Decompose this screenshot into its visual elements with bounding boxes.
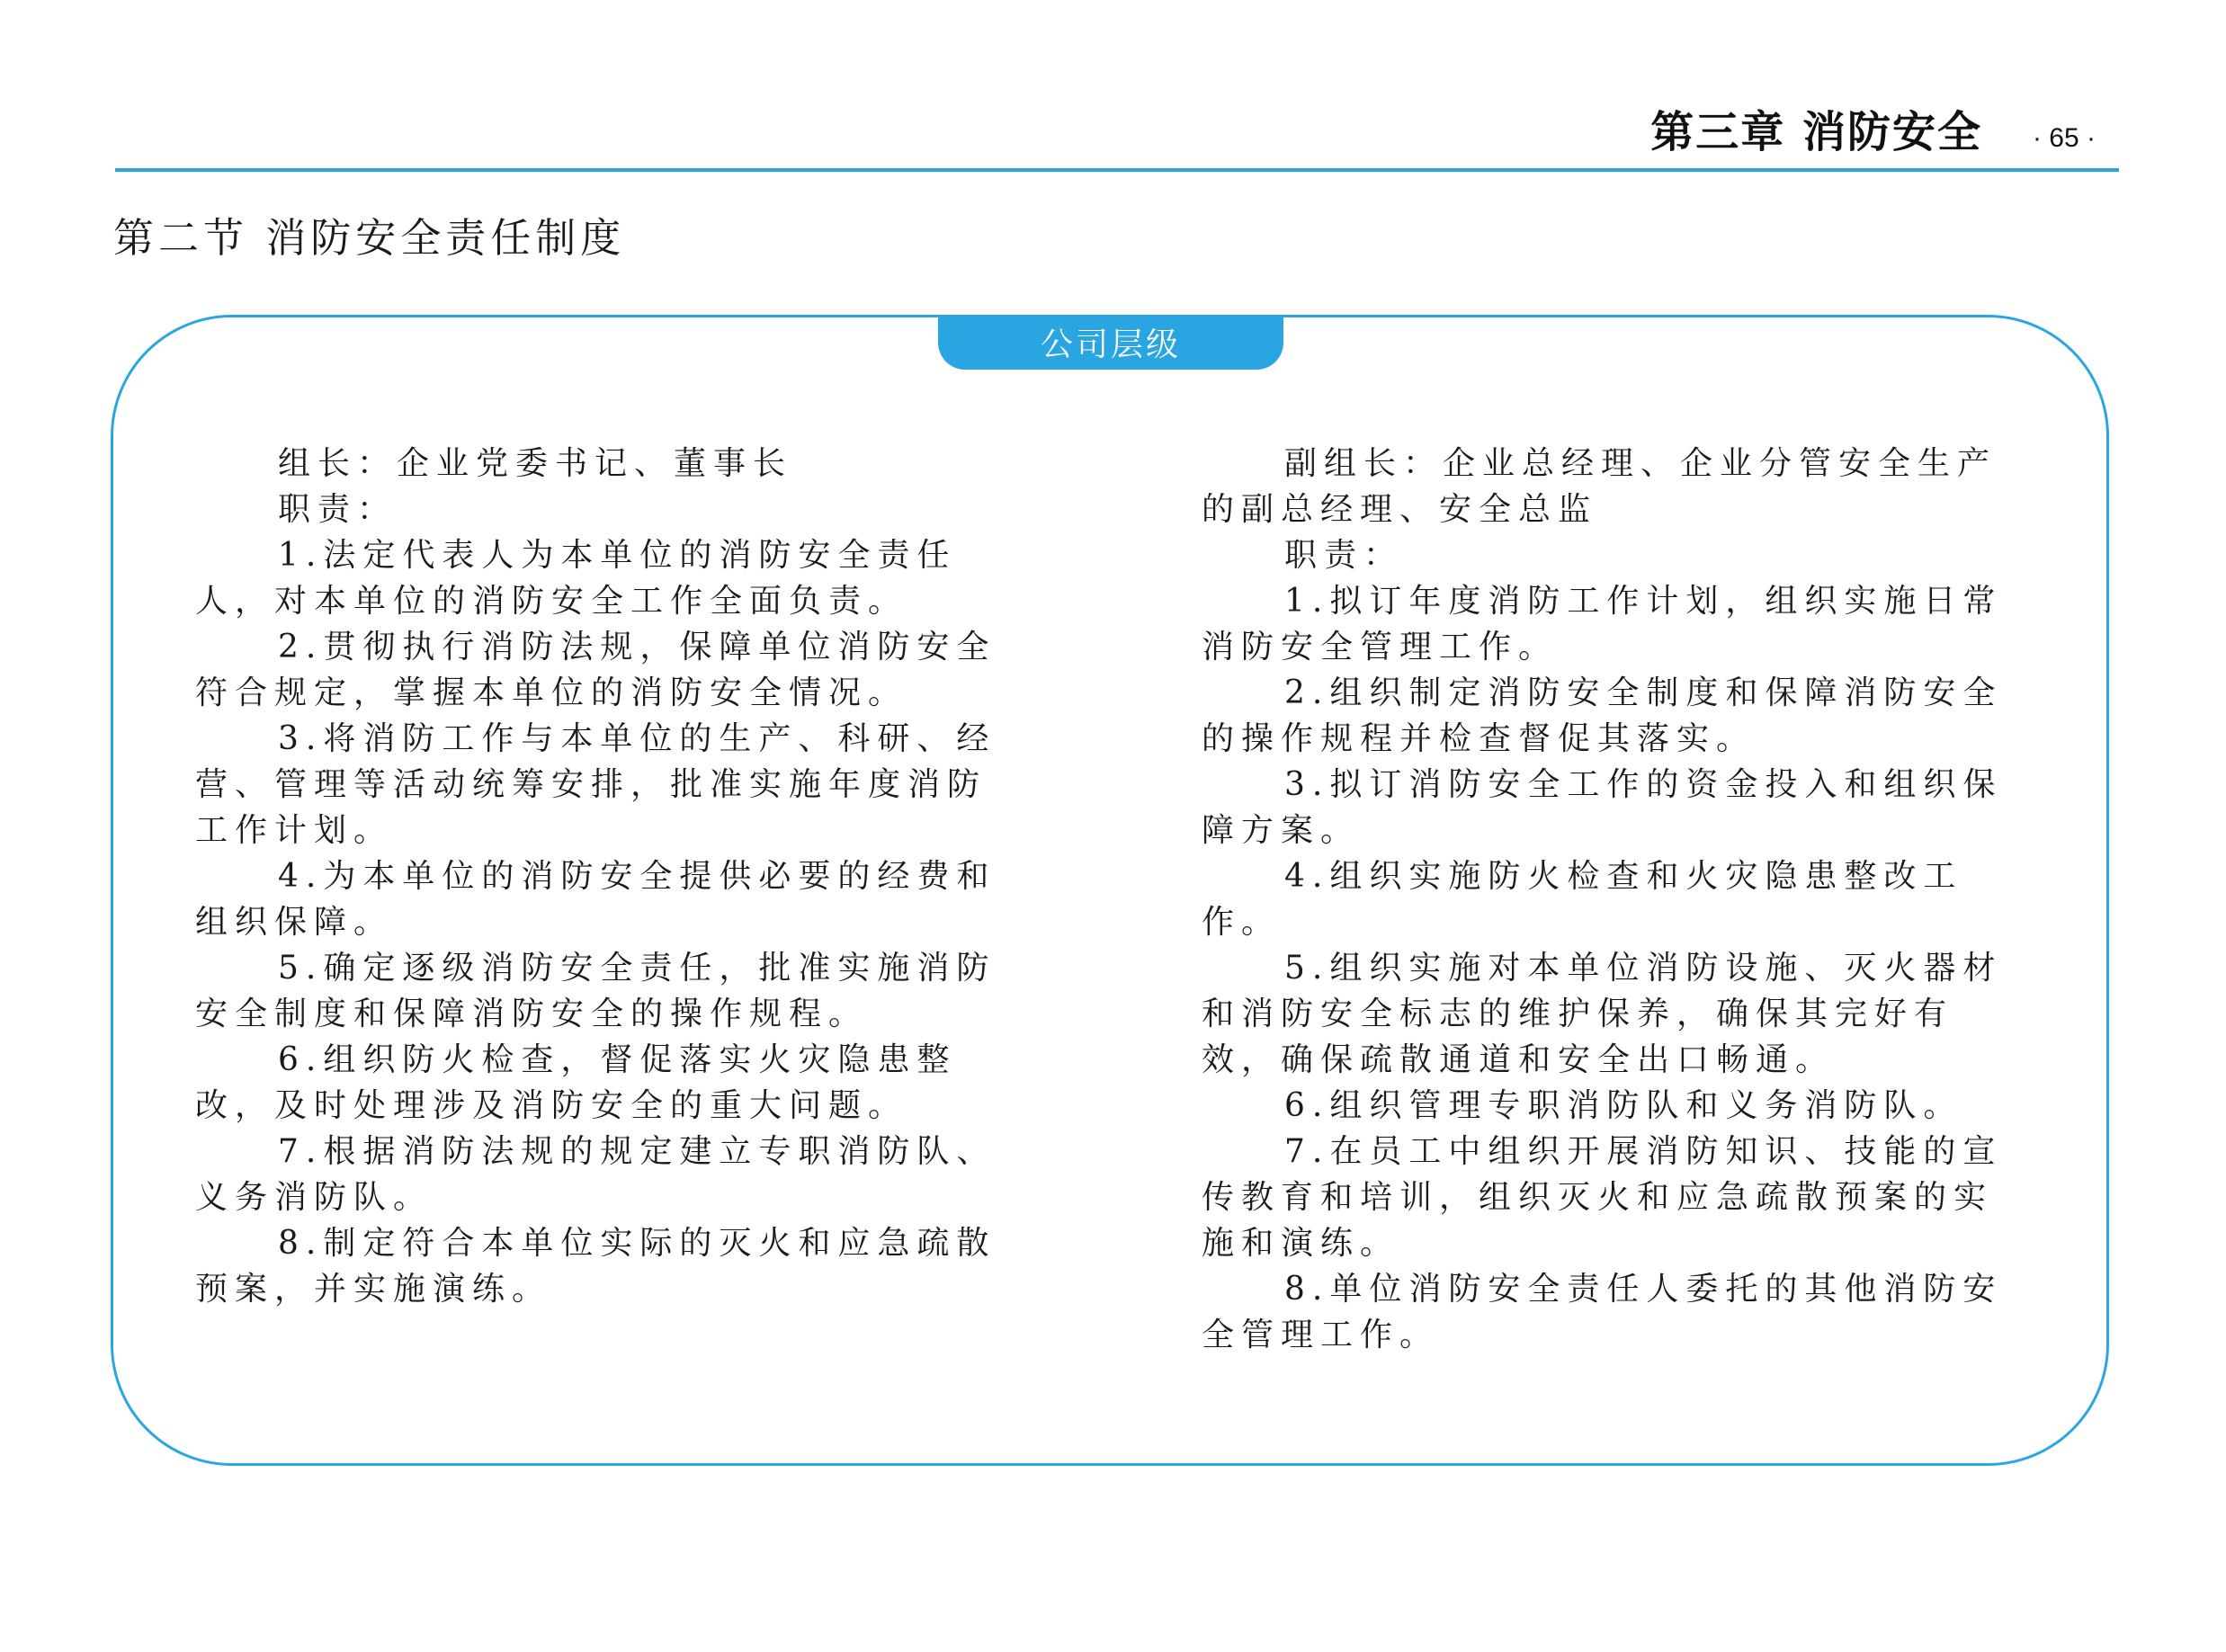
left-line-7: 营、管理等活动统筹安排，批准实施年度消防 [195,766,988,803]
running-head [1650,97,2096,159]
left-line-2: 1.法定代表人为本单位的消防安全责任 [278,537,957,574]
right-line-0: 副组长：企业总经理、企业分管安全生产 [1284,445,1998,482]
left-line-0: 组长：企业党委书记、董事长 [278,445,793,482]
right-line-2: 职责： [1284,537,1404,574]
right-line-1: 的副总经理、安全总监 [1202,491,1598,528]
right-line-3: 1.拟订年度消防工作计划，组织实施日常 [1284,583,2003,620]
left-line-3: 人，对本单位的消防安全工作全面负责。 [195,583,908,620]
left-line-14: 改，及时处理涉及消防安全的重大问题。 [195,1087,908,1124]
left-line-9: 4.为本单位的消防安全提供必要的经费和 [278,858,997,895]
section-title: 第二节 消防安全责任制度 [113,214,626,262]
right-line-6: 的操作规程并检查督促其落实。 [1202,720,1757,757]
left-column [195,441,1005,1312]
right-line-18: 8.单位消防安全责任人委托的其他消防安 [1284,1271,2003,1308]
left-line-11: 5.确定逐级消防安全责任，批准实施消防 [278,950,997,987]
left-line-5: 符合规定，掌握本单位的消防安全情况。 [195,674,908,711]
left-line-6: 3.将消防工作与本单位的生产、科研、经 [278,720,997,757]
left-line-1: 职责： [278,491,398,528]
right-line-10: 作。 [1202,904,1282,941]
right-column [1202,441,2011,1358]
right-line-5: 2.组织制定消防安全制度和保障消防安全 [1284,674,2003,711]
left-line-13: 6.组织防火检查，督促落实火灾隐患整 [278,1041,957,1078]
right-line-17: 施和演练。 [1202,1225,1400,1262]
left-line-16: 义务消防队。 [195,1179,434,1216]
right-line-4: 消防安全管理工作。 [1202,629,1559,665]
chapter-title: 第三章 消防安全 [1650,107,1982,157]
right-line-8: 障方案。 [1202,812,1361,849]
header-rule [115,168,2119,172]
right-line-16: 传教育和培训，组织灭火和应急疏散预案的实 [1202,1179,1994,1216]
right-line-13: 效，确保疏散通道和安全出口畅通。 [1202,1041,1836,1078]
right-line-9: 4.组织实施防火检查和火灾隐患整改工 [1284,858,1963,895]
right-line-14: 6.组织管理专职消防队和义务消防队。 [1284,1087,1963,1124]
left-line-15: 7.根据消防法规的规定建立专职消防队、 [278,1133,997,1170]
left-line-8: 工作计划。 [195,812,394,849]
right-line-11: 5.组织实施对本单位消防设施、灭火器材 [1284,950,2003,987]
right-line-12: 和消防安全标志的维护保养，确保其完好有 [1202,996,1954,1032]
left-line-10: 组织保障。 [195,904,394,941]
right-line-15: 7.在员工中组织开展消防知识、技能的宣 [1284,1133,2003,1170]
left-line-12: 安全制度和保障消防安全的操作规程。 [195,996,869,1032]
page-number: · 65 · [2032,123,2096,153]
left-line-4: 2.贯彻执行消防法规，保障单位消防安全 [278,629,997,665]
right-line-7: 3.拟订消防安全工作的资金投入和组织保 [1284,766,2003,803]
right-line-19: 全管理工作。 [1202,1317,1440,1353]
panel-tab-label: 公司层级 [938,315,1283,370]
left-line-18: 预案，并实施演练。 [195,1271,552,1308]
left-line-17: 8.制定符合本单位实际的灭火和应急疏散 [278,1225,997,1262]
